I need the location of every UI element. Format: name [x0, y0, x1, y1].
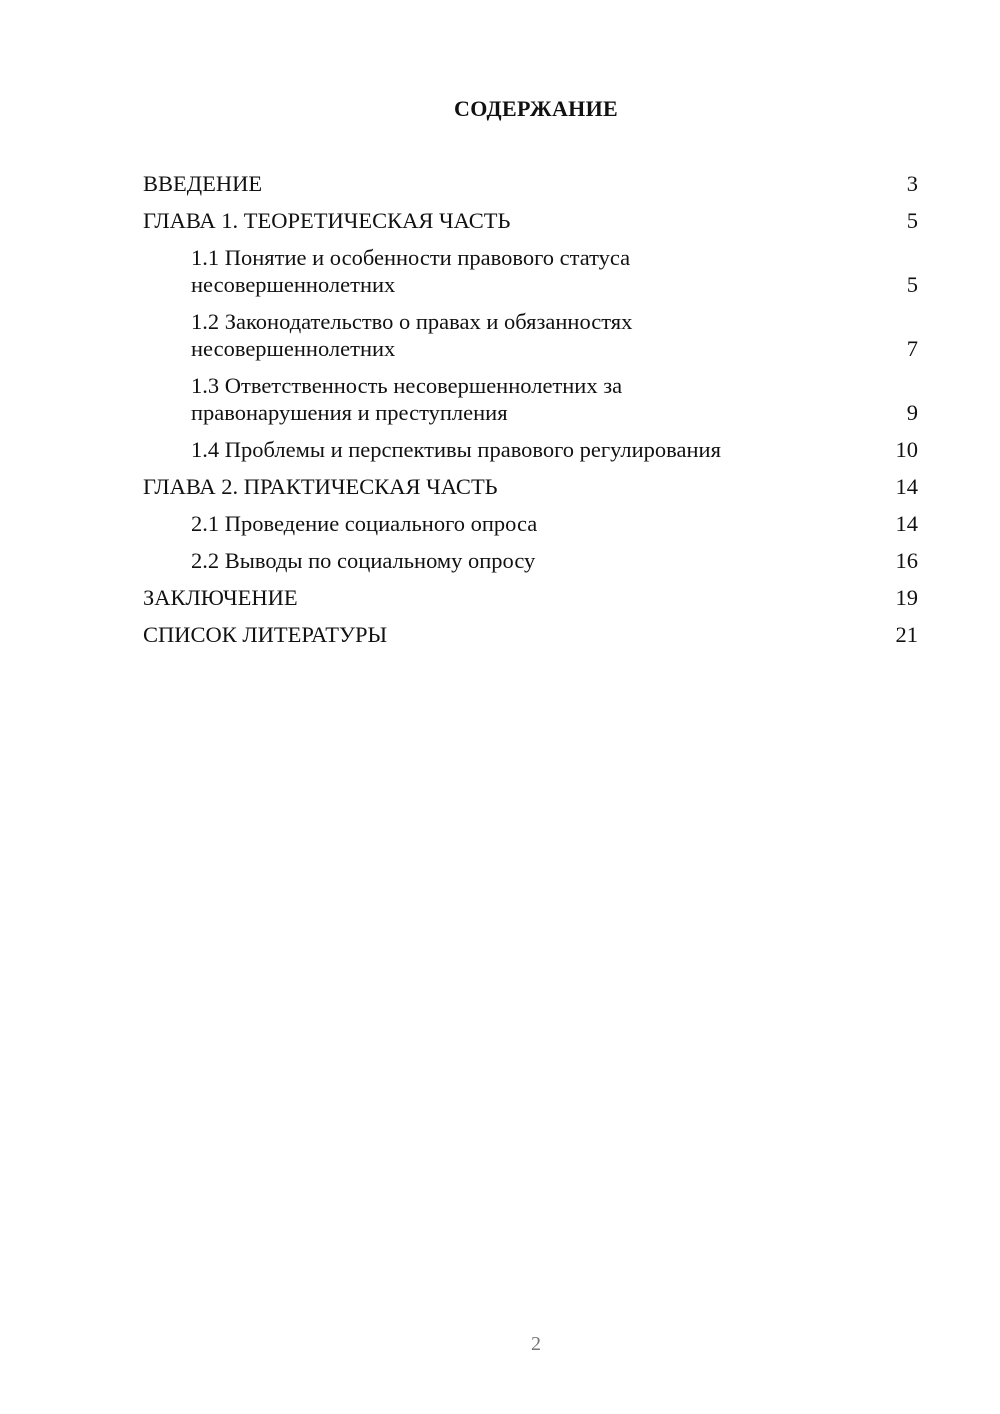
toc-entry-title: 1.2 Законодательство о правах и обязанностях несовершеннолетних — [191, 309, 633, 361]
toc-entry-section-1-1[interactable] — [143, 244, 918, 298]
toc-entry-conclusion[interactable] — [143, 584, 918, 611]
toc-entry-page: 5 — [906, 272, 918, 297]
toc-entry-title: 2.1 Проведение социального опроса — [191, 511, 538, 536]
toc-entry-title: СПИСОК ЛИТЕРАТУРЫ — [143, 622, 388, 647]
page-title: СОДЕРЖАНИЕ — [454, 96, 618, 121]
toc-entry-chapter-2[interactable] — [143, 473, 918, 500]
toc-entry-title: ЗАКЛЮЧЕНИЕ — [143, 585, 298, 610]
toc-entry-page: 5 — [906, 208, 918, 233]
toc-entry-section-1-3[interactable] — [143, 372, 918, 426]
toc-entry-introduction[interactable] — [143, 170, 918, 197]
toc-entry-page: 3 — [906, 171, 918, 196]
toc-entry-page: 21 — [895, 622, 918, 647]
toc-entry-page: 14 — [895, 474, 918, 499]
table-of-contents — [143, 170, 918, 658]
toc-entry-page: 16 — [895, 548, 918, 573]
toc-entry-title: ВВЕДЕНИЕ — [143, 171, 263, 196]
toc-entry-page: 9 — [906, 400, 918, 425]
toc-entry-title: 1.4 Проблемы и перспективы правового регулирования — [191, 437, 721, 462]
page-number: 2 — [531, 1333, 541, 1355]
toc-entry-page: 14 — [895, 511, 918, 536]
toc-entry-page: 19 — [895, 585, 918, 610]
toc-entry-page: 7 — [906, 336, 918, 361]
toc-entry-section-1-2[interactable] — [143, 308, 918, 362]
toc-entry-section-2-1[interactable] — [143, 510, 918, 537]
toc-entry-title: 2.2 Выводы по социальному опросу — [191, 548, 536, 573]
toc-entry-title: ГЛАВА 1. ТЕОРЕТИЧЕСКАЯ ЧАСТЬ — [143, 208, 511, 233]
toc-entry-references[interactable] — [143, 621, 918, 648]
toc-entry-section-2-2[interactable] — [143, 547, 918, 574]
toc-entry-title: ГЛАВА 2. ПРАКТИЧЕСКАЯ ЧАСТЬ — [143, 474, 498, 499]
toc-entry-page: 10 — [895, 437, 918, 462]
toc-entry-section-1-4[interactable] — [143, 436, 918, 463]
toc-entry-title: 1.1 Понятие и особенности правового статуса несовершеннолетних — [191, 245, 631, 297]
toc-entry-chapter-1[interactable] — [143, 207, 918, 234]
toc-entry-title: 1.3 Ответственность несовершеннолетних за правонарушения и преступления — [191, 373, 623, 425]
